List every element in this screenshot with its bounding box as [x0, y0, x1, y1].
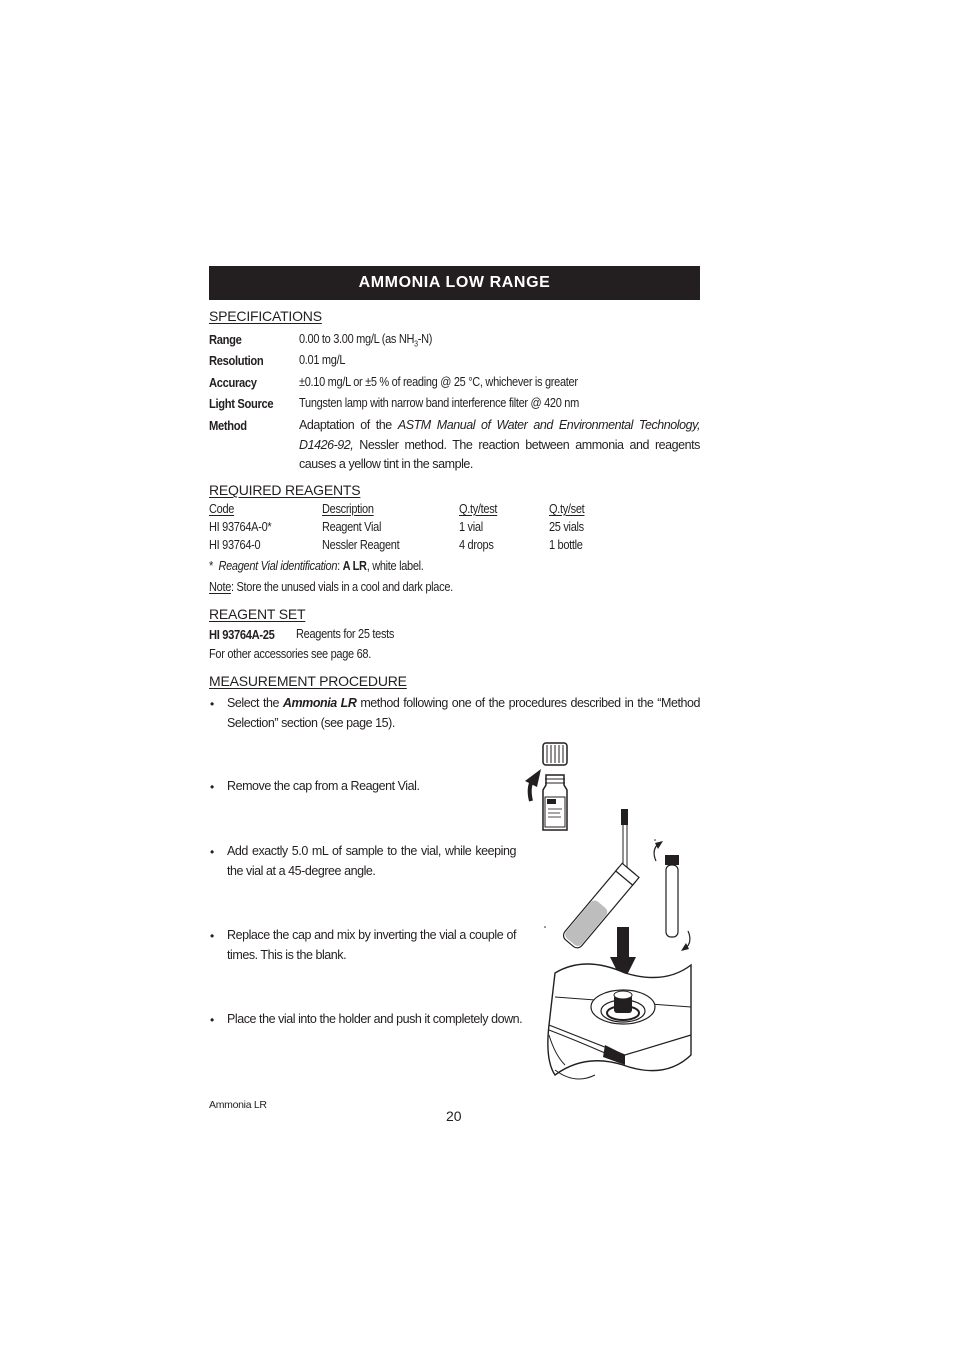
reagent-row-2-qty-test: 4 drops [459, 538, 494, 552]
procedure-step-4: Replace the cap and mix by inverting the vial a couple of times. This is the blank. [227, 928, 516, 962]
spec-value-light-source: Tungsten lamp with narrow band interference filter @ 420 nm [299, 396, 579, 410]
reagent-footnote: * Reagent Vial identification: A LR, white label. [209, 559, 424, 573]
bullet-4: • [210, 929, 215, 943]
spec-label-method: Method [209, 418, 247, 433]
spec-value-range: 0.00 to 3.00 mg/L (as $NH_3-N$) [299, 332, 433, 349]
reagent-row-1-description: Reagent Vial [322, 520, 382, 534]
procedure-illustrations [515, 735, 705, 1095]
spec-label-resolution: Resolution [209, 353, 264, 368]
reagent-set-code: HI 93764A-25 [209, 627, 275, 642]
spec-value-accuracy: ±0.10 mg/L or ±5 % of reading @ 25 °C, whichever is greater [299, 375, 578, 389]
procedure-step-5: Place the vial into the holder and push it completely down. [227, 1012, 523, 1026]
reagent-set-description: Reagents for 25 tests [296, 627, 395, 641]
reagent-row-2-code: HI 93764-0 [209, 538, 261, 552]
meter-holder-illustration [548, 927, 691, 1079]
reagent-set-accessories-note: For other accessories see page 68. [209, 647, 371, 661]
spec-label-accuracy: Accuracy [209, 375, 257, 390]
reagents-heading: REQUIRED REAGENTS [209, 482, 361, 498]
reagents-col-description: Description [322, 502, 374, 516]
procedure-heading: MEASUREMENT PROCEDURE [209, 673, 407, 689]
bullet-3: • [210, 845, 215, 859]
procedure-step-2: Remove the cap from a Reagent Vial. [227, 779, 420, 793]
reagent-row-2-qty-set: 1 bottle [549, 538, 583, 552]
reagents-col-qty-test: Q.ty/test [459, 502, 498, 516]
bullet-1: • [210, 697, 215, 711]
spec-value-method: Adaptation of the ASTM Manual of Water and Environmental Technology, D1426-92, Nessler method. The reaction between ammonia and reagents causes a yellow tint in the sample. [299, 418, 700, 471]
specifications-heading: SPECIFICATIONS [209, 308, 322, 324]
spec-value-resolution: 0.01 mg/L [299, 353, 346, 367]
footer-section-label: Ammonia LR [209, 1099, 267, 1111]
reagent-note: Note: Store the unused vials in a cool and dark place. [209, 580, 453, 594]
procedure-step-3: Add exactly 5.0 mL of sample to the vial, while keeping the vial at a 45-degree angle. [227, 844, 516, 878]
bullet-5: • [210, 1013, 215, 1027]
procedure-step-1: Select the Ammonia LR method following one of the procedures described in the “Method Selection” section (see page 15). [227, 696, 700, 730]
reagent-row-1-code: HI 93764A-0* [209, 520, 272, 534]
bullet-2: • [210, 780, 215, 794]
reagent-row-1-qty-test: 1 vial [459, 520, 483, 534]
page-title: AMMONIA LOW RANGE [358, 274, 551, 291]
reagents-col-code: Code [209, 502, 235, 516]
spec-label-range: Range [209, 332, 242, 347]
spec-label-light-source: Light Source [209, 396, 274, 411]
reagents-col-qty-set: Q.ty/set [549, 502, 585, 516]
vial-cap-removal-illustration [525, 743, 567, 830]
reagent-row-2-description: Nessler Reagent [322, 538, 400, 552]
reagent-row-1-qty-set: 25 vials [549, 520, 584, 534]
page-number: 20 [446, 1108, 462, 1124]
reagent-set-heading: REAGENT SET [209, 606, 306, 622]
